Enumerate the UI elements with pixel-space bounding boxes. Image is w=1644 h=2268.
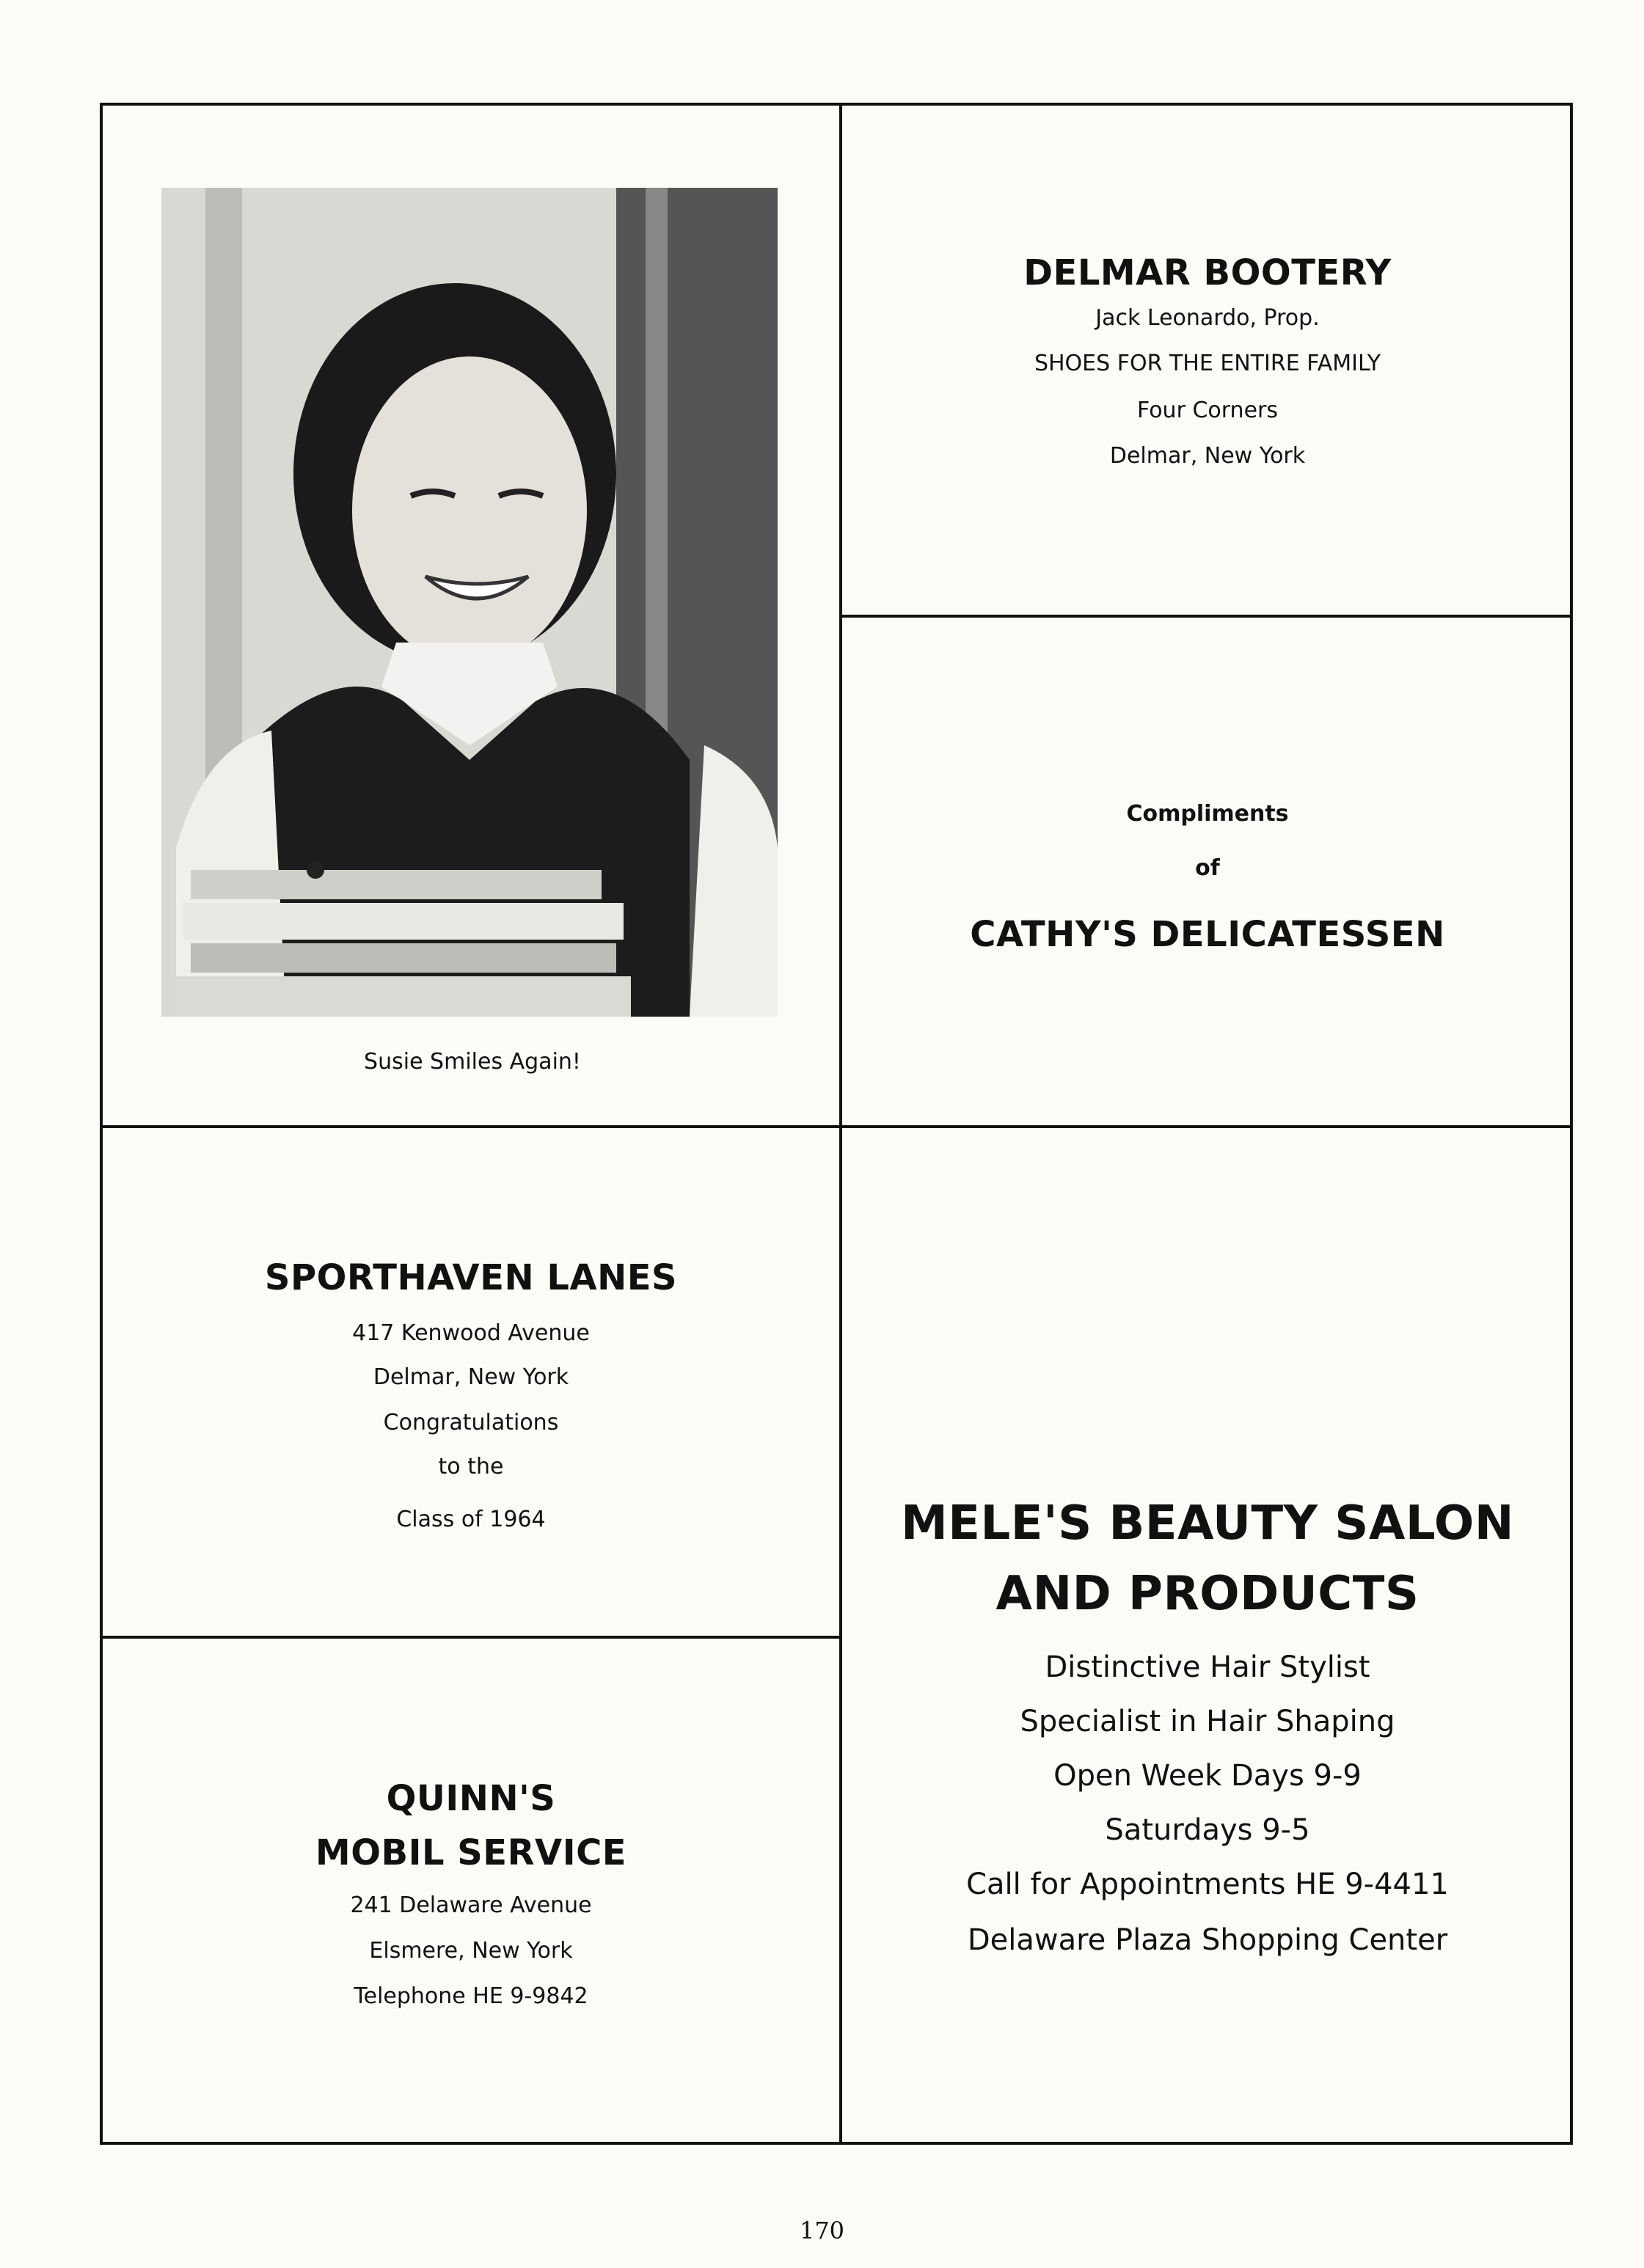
ad-grid [100,103,1573,2145]
ad-line: Class of 1964 [396,1507,546,1532]
ad-line: Jack Leonardo, Prop. [1095,305,1320,331]
ad-title: CATHY'S DELICATESSEN [970,914,1445,955]
ad-line: Delaware Plaza Shopping Center [967,1923,1448,1957]
photo-caption: Susie Smiles Again! [364,1049,581,1075]
ad-line: Distinctive Hair Stylist [1045,1650,1370,1684]
ad-title: SPORTHAVEN LANES [264,1257,678,1298]
ad-line: 241 Delaware Avenue [350,1892,592,1918]
ad-line: SHOES FOR THE ENTIRE FAMILY [1034,351,1381,376]
student-photo [161,188,778,1017]
ad-line: Call for Appointments HE 9-4411 [966,1868,1449,1901]
ad-line: 417 Kenwood Avenue [352,1320,590,1346]
ad-title: MOBIL SERVICE [315,1832,627,1873]
ad-line: Congratulations [383,1410,559,1435]
ad-delmar-bootery [842,106,1573,615]
photo-cell [103,106,839,1125]
page-number: 170 [799,2217,845,2245]
ad-line: Open Week Days 9-9 [1053,1759,1362,1793]
ad-quinns-mobil [103,1639,839,2142]
ad-line: of [1195,855,1220,881]
ad-line: to the [438,1454,504,1479]
ad-line: Compliments [1126,801,1289,827]
ad-meles-beauty-salon [842,1128,1573,2142]
ad-line: Delmar, New York [1109,443,1306,469]
ad-cathys-delicatessen [842,618,1573,1125]
ad-line: Telephone HE 9-9842 [354,1983,588,2009]
ad-line: Specialist in Hair Shaping [1020,1705,1395,1738]
ad-title: QUINN'S [386,1778,556,1819]
ad-line: Saturdays 9-5 [1105,1813,1310,1847]
ad-line: Delmar, New York [373,1364,569,1390]
ad-title: DELMAR BOOTERY [1023,252,1392,293]
ad-line: Elsmere, New York [369,1938,573,1964]
ad-line: Four Corners [1137,398,1278,423]
ad-title: MELE'S BEAUTY SALON [901,1496,1514,1551]
ad-title: AND PRODUCTS [995,1567,1420,1621]
ad-sporthaven-lanes [103,1128,839,1636]
